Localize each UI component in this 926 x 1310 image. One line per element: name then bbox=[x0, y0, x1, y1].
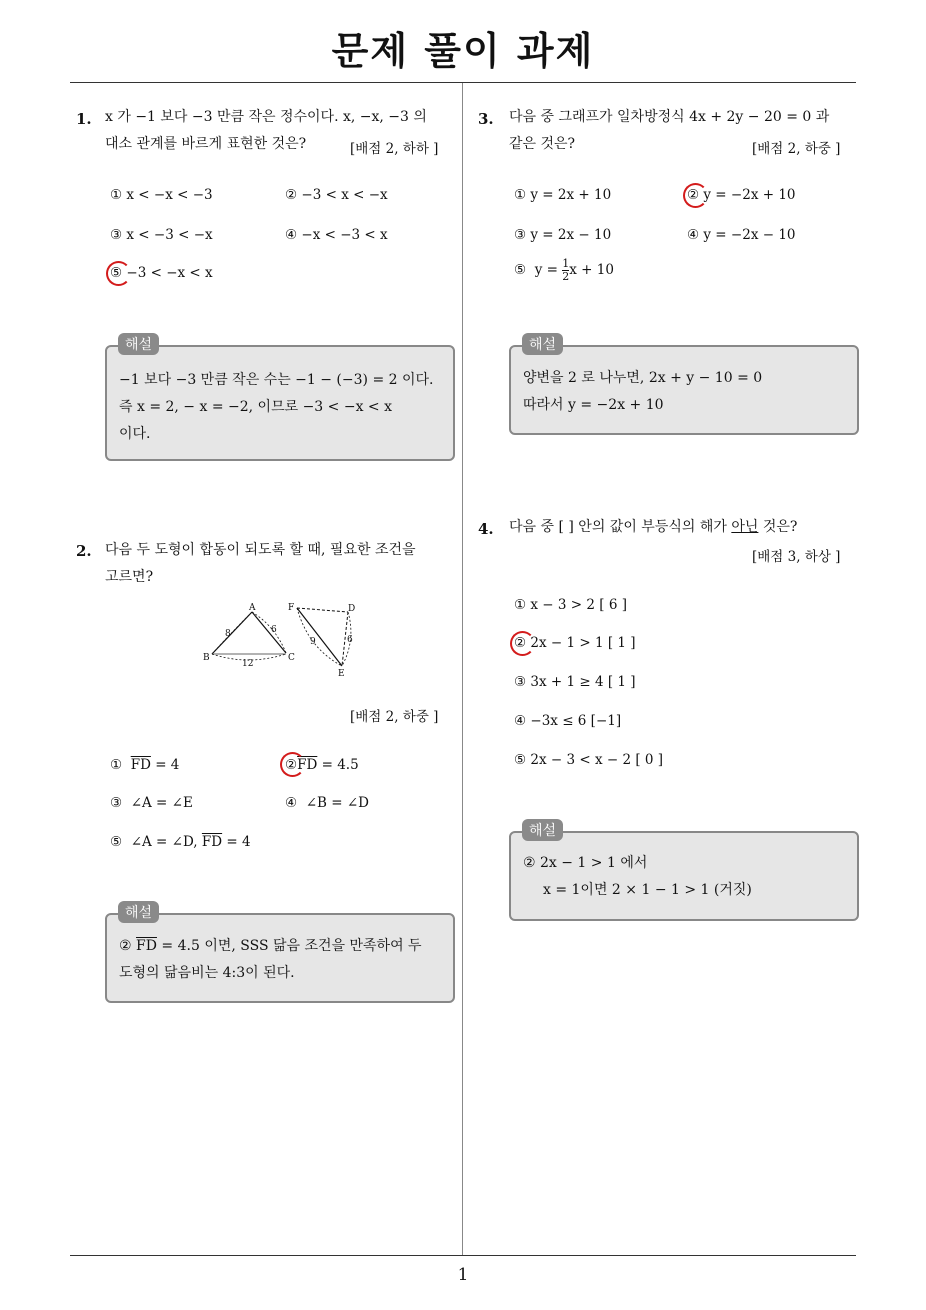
question-4-points: [배점 3, 하상 ] bbox=[752, 549, 841, 565]
q3-option-2[interactable]: ② y = −2x + 10 bbox=[687, 187, 796, 203]
q4-solution-box bbox=[509, 831, 859, 921]
question-2-text-line2: 고르면? bbox=[105, 569, 154, 585]
q4-option-4[interactable]: ④ −3x ≤ 6 [−1] bbox=[514, 713, 622, 729]
q4-option-5[interactable]: ⑤ 2x − 3 < x − 2 [ 0 ] bbox=[514, 752, 664, 768]
label-bc: 12 bbox=[242, 659, 254, 669]
question-2-points: [배점 2, 하중 ] bbox=[350, 709, 439, 725]
q3-option-5[interactable]: ⑤ y = $\frac{1}{2}$ x + 10 bbox=[514, 257, 614, 283]
q1-solution-line2: 즉 x = 2, − x = −2, 이므로 −3 < −x < x bbox=[119, 399, 392, 415]
q3-option-1[interactable]: ① y = 2x + 10 bbox=[514, 187, 612, 203]
q1-option-3[interactable]: ③ x < −3 < −x bbox=[110, 227, 213, 243]
q2-solution-box bbox=[105, 913, 455, 1003]
q4-option-3[interactable]: ③ 3x + 1 ≥ 4 [ 1 ] bbox=[514, 674, 636, 690]
q1-answer-mark bbox=[106, 261, 131, 286]
page-number: 1 bbox=[457, 1265, 469, 1285]
q2-solution-tag: 해설 bbox=[118, 901, 159, 923]
q2-option-4[interactable]: ④ ∠B = ∠D bbox=[285, 795, 369, 811]
q1-option-4[interactable]: ④ −x < −3 < x bbox=[285, 227, 388, 243]
q4-solution-line1: ② 2x − 1 > 1 에서 bbox=[523, 855, 648, 871]
side-fe bbox=[297, 608, 342, 666]
question-1-number: 1. bbox=[76, 110, 92, 128]
q3-solution-box bbox=[509, 345, 859, 435]
q2-option-3[interactable]: ③ ∠A = ∠E bbox=[110, 795, 193, 811]
q2-answer-mark bbox=[280, 752, 305, 777]
question-1-text-line1: x 가 −1 보다 −3 만큼 작은 정수이다. x, −x, −3 의 bbox=[105, 109, 427, 125]
q1-option-1[interactable]: ① x < −x < −3 bbox=[110, 187, 213, 203]
label-ab: 8 bbox=[225, 629, 231, 639]
header-rule bbox=[70, 82, 856, 83]
question-3-text-line1: 다음 중 그래프가 일차방정식 4x + 2y − 20 = 0 과 bbox=[509, 109, 830, 125]
q3-answer-mark bbox=[683, 183, 708, 208]
question-2-number: 2. bbox=[76, 542, 92, 560]
q3-solution-line1: 양변을 2 로 나누면, 2x + y − 10 = 0 bbox=[523, 370, 763, 386]
q3-solution-tag: 해설 bbox=[522, 333, 563, 355]
q1-solution-tag: 해설 bbox=[118, 333, 159, 355]
q2-option-2[interactable]: $②\overline{FD} = 4.5$ bbox=[285, 757, 359, 773]
q3-option-3[interactable]: ③ y = 2x − 10 bbox=[514, 227, 612, 243]
q4-option-2[interactable]: ② 2x − 1 > 1 [ 1 ] bbox=[514, 635, 636, 651]
footer-rule bbox=[70, 1255, 856, 1256]
side-ac bbox=[252, 612, 286, 653]
q3-solution-line2: 따라서 y = −2x + 10 bbox=[523, 397, 664, 413]
label-d: D bbox=[348, 604, 356, 614]
label-b: B bbox=[203, 653, 210, 663]
q1-solution-box bbox=[105, 345, 455, 461]
label-f: F bbox=[288, 603, 295, 613]
q2-solution-line1: ② $\overline{FD} = 4.5$ 이면, SSS 닮음 조건을 만족하여 두 bbox=[119, 938, 422, 954]
question-4-number: 4. bbox=[478, 520, 494, 538]
q1-option-2[interactable]: ② −3 < x < −x bbox=[285, 187, 388, 203]
q4-solution-line2: x = 1이면 2 × 1 − 1 > 1 (거짓) bbox=[543, 882, 752, 898]
question-2-text-line1: 다음 두 도형이 합동이 되도록 할 때, 필요한 조건을 bbox=[105, 542, 416, 558]
q2-option-1[interactable]: ① $\overline{FD} = 4$ bbox=[110, 757, 180, 773]
q3-option-4[interactable]: ④ y = −2x − 10 bbox=[687, 227, 796, 243]
page-title: 문제 풀이 과제 bbox=[331, 29, 595, 73]
q2-option-5[interactable]: ⑤ ∠A = ∠D, $\overline{FD} = 4$ bbox=[110, 834, 251, 850]
q4-solution-tag: 해설 bbox=[522, 819, 563, 841]
question-3-text-line2: 같은 것은? bbox=[509, 136, 576, 152]
label-c: C bbox=[288, 653, 295, 663]
triangle-figure bbox=[200, 598, 365, 680]
question-1-text-line2: 대소 관계를 바르게 표현한 것은? bbox=[105, 136, 307, 152]
label-e: E bbox=[338, 669, 345, 679]
question-4-text-line1: 다음 중 [ ] 안의 값이 부등식의 해가 아닌 것은? bbox=[509, 519, 798, 535]
column-divider bbox=[462, 83, 463, 1255]
side-fd bbox=[297, 608, 348, 612]
question-3-points: [배점 2, 하중 ] bbox=[752, 141, 841, 157]
question-3-number: 3. bbox=[478, 110, 494, 128]
label-a: A bbox=[249, 603, 256, 613]
q4-answer-mark bbox=[510, 631, 535, 656]
label-fe: 9 bbox=[310, 637, 316, 647]
q1-solution-line3: 이다. bbox=[119, 426, 151, 442]
label-ac: 6 bbox=[271, 625, 277, 635]
q2-solution-line2: 도형의 닮음비는 4:3이 된다. bbox=[119, 965, 295, 981]
q1-solution-line1: −1 보다 −3 만큼 작은 수는 −1 − (−3) = 2 이다. bbox=[119, 372, 434, 388]
question-1-points: [배점 2, 하하 ] bbox=[350, 141, 439, 157]
label-de: 6 bbox=[347, 635, 353, 645]
q1-option-5[interactable]: ⑤ −3 < −x < x bbox=[110, 265, 213, 281]
q4-option-1[interactable]: ① x − 3 > 2 [ 6 ] bbox=[514, 597, 627, 613]
